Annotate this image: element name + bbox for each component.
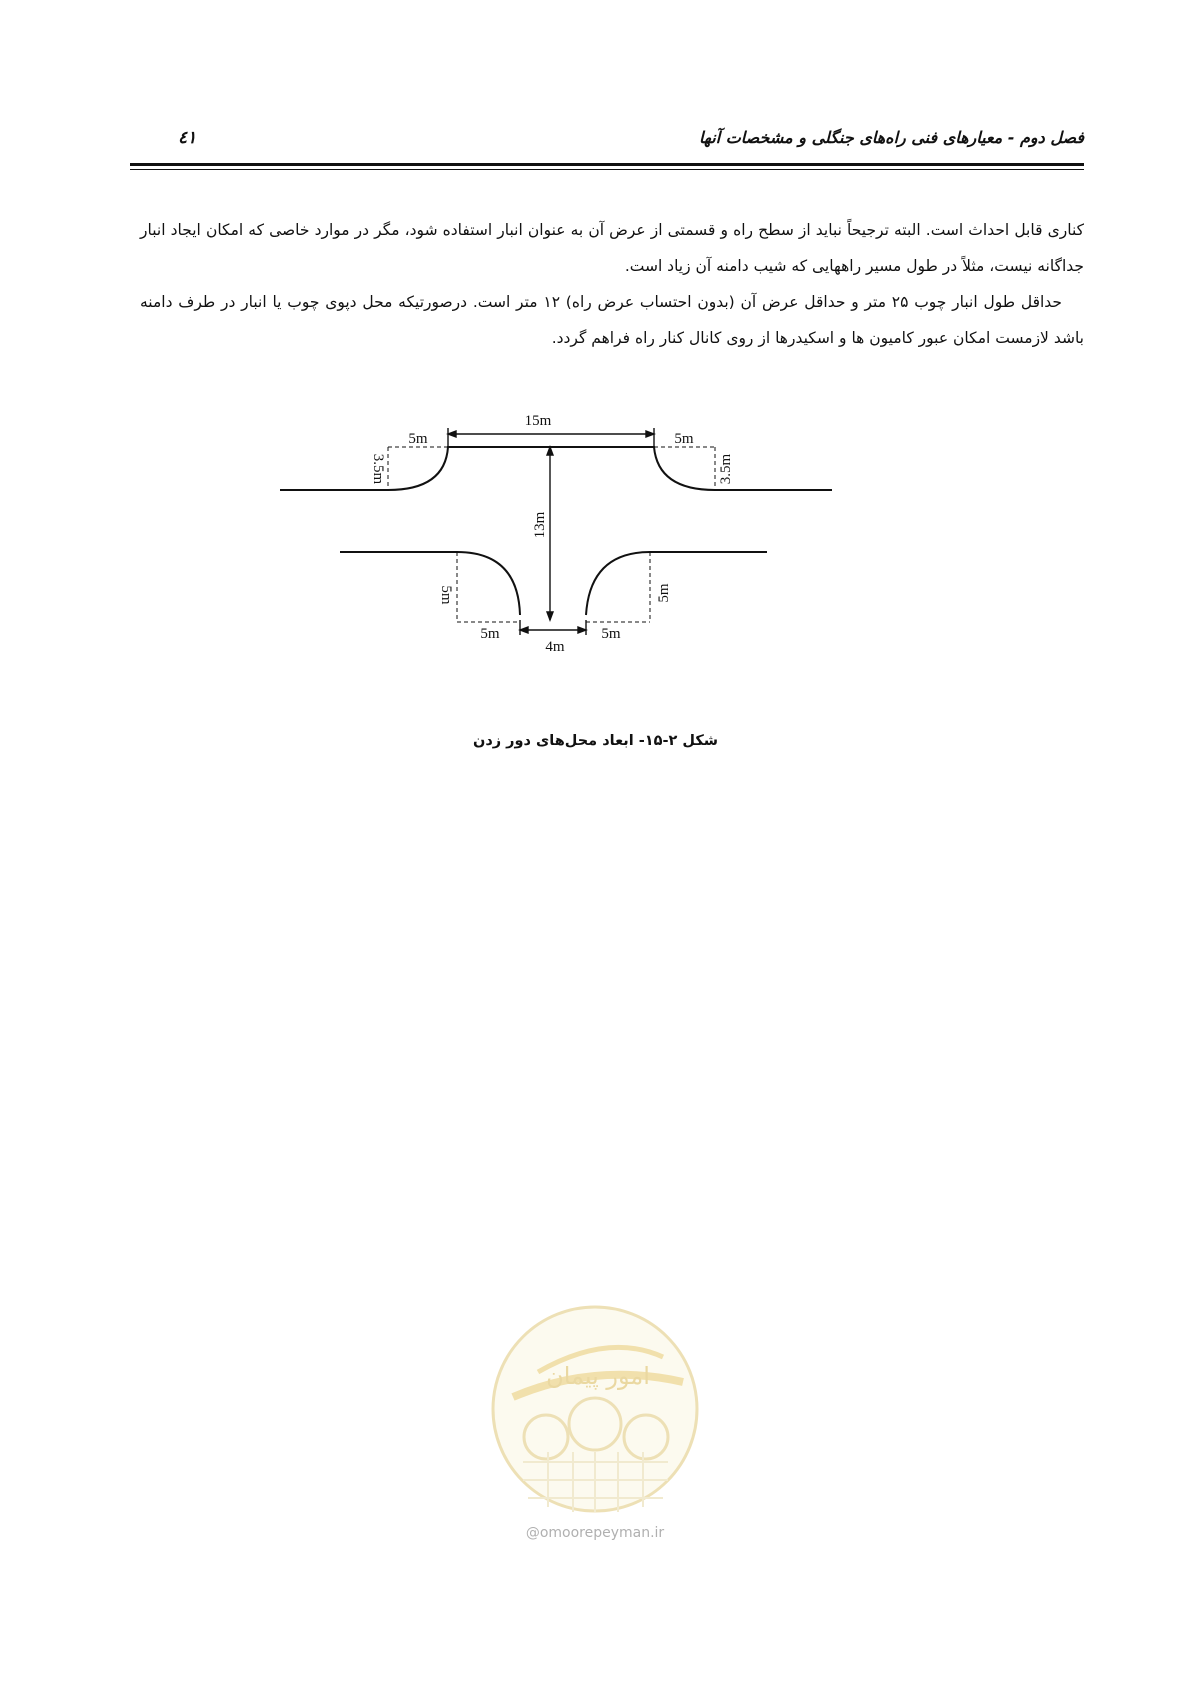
logo-wordmark: امور پیمان <box>546 1362 650 1390</box>
road-edge-bottom <box>340 552 767 615</box>
label-bottom-right-5m: 5m <box>601 626 621 642</box>
page-number: ٤١ <box>178 128 197 148</box>
turnaround-diagram <box>290 413 910 715</box>
label-13m: 13m <box>532 511 548 539</box>
label-4m: 4m <box>545 639 565 655</box>
header-rule-thin <box>130 169 1084 170</box>
watermark-logo <box>488 1302 703 1517</box>
road-edge-top <box>280 447 832 490</box>
label-15m: 15m <box>524 413 552 429</box>
paragraph: کناری قابل احداث است. البته ترجیحاً نباید از سطح راه و قسمتی از عرض آن به عنوان انبار استفاده شود، مگر در موارد خاصی که امکان ایجاد انبار جداگانه نیست، مثلاً در طول مسیر راههایی که شیب دامنه آن زیاد است. <box>140 221 1084 275</box>
label-top-right-3.5m: 3.5m <box>718 453 734 485</box>
label-bottom-left-5m: 5m <box>480 626 500 642</box>
chapter-title: فصل دوم - معیارهای فنی راه‌های جنگلی و مشخصات آنها <box>699 128 1084 147</box>
label-top-left-3.5m: 3.5m <box>370 453 386 485</box>
body-text <box>140 212 1084 356</box>
paragraph: حداقل طول انبار چوب ۲۵ متر و حداقل عرض آن (بدون احتساب عرض راه) ۱۲ متر است. درصورتیکه محل دپوی چوب یا انبار در طرف دامنه باشد لازمست امکان عبور کامیون ها و اسکیدرها از روی کانال کنار راه فراهم گردد. <box>140 293 1084 347</box>
label-top-right-5m: 5m <box>674 431 694 447</box>
watermark-site: @omoorepeyman.ir <box>525 1525 665 1541</box>
label-top-left-5m: 5m <box>408 431 428 447</box>
page-header <box>130 128 1084 158</box>
figure-caption: شکل ۲-۱۵- ابعاد محل‌های دور زدن <box>472 733 719 749</box>
label-bottom-right-5m-vertical: 5m <box>656 583 672 603</box>
label-bottom-left-5m-vertical: 5m <box>438 585 454 605</box>
diagram-svg <box>290 413 910 715</box>
header-rule-thick <box>130 163 1084 166</box>
